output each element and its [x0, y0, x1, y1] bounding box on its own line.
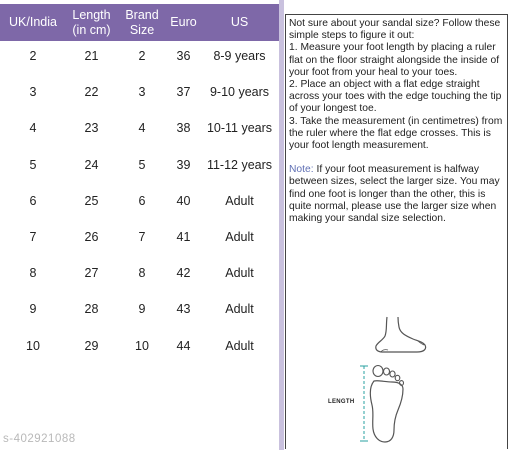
cell-us: Adult [225, 266, 254, 281]
table-row [0, 255, 279, 291]
cell-us: 10-11 years [206, 121, 273, 136]
cell-us: Adult [225, 230, 254, 245]
cell-us: 8-9 years [213, 49, 266, 64]
cell-euro: 37 [176, 85, 191, 100]
foot-sole-view-icon [358, 363, 410, 445]
guide-intro: Not sure about your sandal size? Follow these simple steps to figure it out: [289, 18, 501, 42]
guide-step-2: 2. Place an object with a flat edge straight across your toes with the edge touching the tip of your longest toe. [289, 79, 502, 115]
table-body [0, 41, 279, 364]
header-length: Length (in cm) [72, 7, 111, 37]
cell-uk-india: 3 [29, 85, 37, 100]
guide-text [289, 18, 509, 225]
table-row [0, 219, 279, 255]
cell-uk-india: 5 [29, 157, 37, 172]
cell-us: Adult [225, 302, 254, 317]
cell-length: 23 [84, 121, 99, 136]
header-uk-india: UK/India [9, 15, 57, 29]
cell-length: 24 [84, 157, 99, 172]
cell-brand-size: 6 [138, 193, 146, 208]
note-label: Note: [289, 164, 314, 176]
table-header-row [0, 4, 279, 41]
length-label: LENGTH [328, 399, 355, 405]
cell-length: 26 [84, 230, 99, 245]
cell-us: Adult [225, 193, 254, 208]
cell-length: 28 [84, 302, 99, 317]
table-row [0, 183, 279, 219]
cell-uk-india: 6 [29, 193, 37, 208]
guide-step-1: 1. Measure your foot length by placing a ruler flat on the floor straight alongside the inside of your foot from your heal to your toes. [289, 42, 500, 78]
cell-us: Adult [225, 338, 254, 353]
cell-brand-size: 4 [138, 121, 146, 136]
measurement-guide-panel [285, 14, 508, 449]
cell-uk-india: 4 [29, 121, 37, 136]
table-row [0, 291, 279, 327]
panel-divider [279, 0, 284, 450]
cell-brand-size: 5 [138, 157, 146, 172]
cell-brand-size: 3 [138, 85, 146, 100]
cell-euro: 36 [176, 49, 191, 64]
cell-brand-size: 8 [138, 266, 146, 281]
cell-uk-india: 7 [29, 230, 37, 245]
note-text: If your foot measurement is halfway between sizes, select the larger size. You may find one foot is longer than the other, this is quite normal, please use the larger size when making your sandal size selection. [289, 164, 500, 225]
cell-brand-size: 2 [138, 49, 146, 64]
cell-us: 9-10 years [209, 85, 270, 100]
cell-length: 21 [84, 49, 99, 64]
table-row [0, 74, 279, 110]
table-row [0, 147, 279, 183]
foot-side-view-icon [373, 315, 429, 355]
table-row [0, 38, 279, 74]
header-brand-size: Brand Size [125, 7, 159, 37]
cell-brand-size: 7 [138, 230, 146, 245]
cell-length: 25 [84, 193, 99, 208]
cell-us: 11-12 years [206, 157, 273, 172]
cell-euro: 42 [176, 266, 191, 281]
header-euro: Euro [170, 15, 197, 29]
watermark: s-402921088 [3, 433, 76, 445]
cell-euro: 43 [176, 302, 191, 317]
cell-euro: 40 [176, 193, 191, 208]
guide-step-3: 3. Take the measurement (in centimetres) from the ruler where the flat edge crosses. This is your foot length measurement. [289, 115, 503, 152]
cell-euro: 41 [176, 230, 191, 245]
header-us: US [230, 15, 249, 29]
cell-length: 29 [84, 338, 99, 353]
cell-euro: 39 [176, 157, 191, 172]
cell-brand-size: 10 [135, 338, 149, 353]
cell-euro: 38 [176, 121, 191, 136]
cell-uk-india: 10 [26, 338, 40, 353]
cell-uk-india: 8 [29, 266, 37, 281]
cell-euro: 44 [176, 338, 191, 353]
cell-uk-india: 9 [29, 302, 37, 317]
table-row [0, 328, 279, 364]
cell-uk-india: 2 [29, 49, 37, 64]
cell-length: 27 [84, 266, 99, 281]
guide-note [289, 164, 509, 225]
cell-length: 22 [84, 85, 99, 100]
cell-brand-size: 9 [138, 302, 146, 317]
table-row [0, 110, 279, 146]
